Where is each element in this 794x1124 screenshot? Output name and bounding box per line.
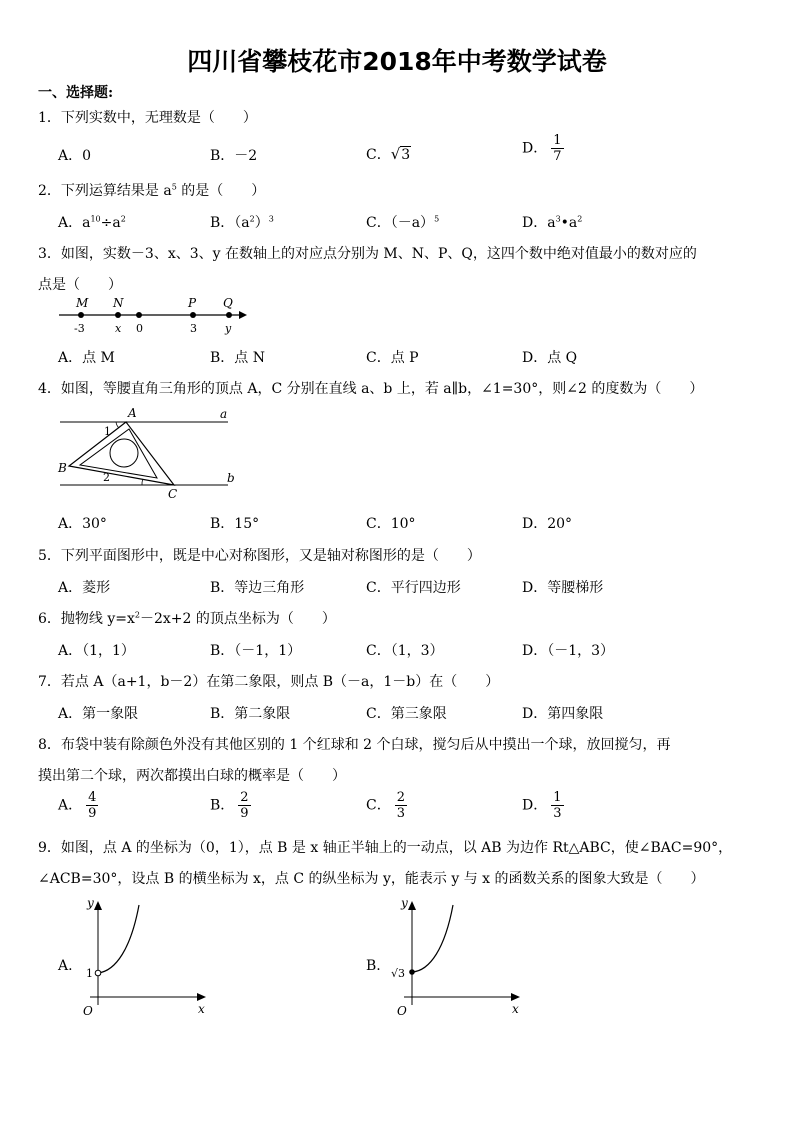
q2-d-sup2: 2 bbox=[577, 214, 583, 224]
q1-option-b: B．－2 bbox=[210, 148, 258, 164]
q3-stem-line1: 3．如图，实数－3、x、3、y 在数轴上的对应点分别为 M、N、P、Q，这四个数中绝对值最小的数对应的 bbox=[38, 246, 697, 262]
q8-option-d bbox=[522, 790, 564, 821]
graph-a-x-label: x bbox=[198, 1002, 205, 1016]
graph-b-intercept: √3 bbox=[391, 967, 406, 980]
q6-option-b: B．（－1，1） bbox=[210, 643, 302, 659]
q2-option-c bbox=[366, 212, 439, 232]
q2-d-pre: D．a bbox=[522, 215, 556, 231]
q2-a-pre: A．a bbox=[58, 215, 91, 231]
q8-c-den: 3 bbox=[396, 806, 405, 821]
label-n: N bbox=[113, 296, 124, 310]
tick-y: y bbox=[225, 322, 232, 335]
graph-b-solid-point bbox=[409, 969, 415, 975]
q2-d-sup1: 3 bbox=[555, 214, 561, 224]
q6-option-d: D．（－1，3） bbox=[522, 643, 615, 659]
graph-b-x-label: x bbox=[512, 1002, 519, 1016]
q2-b-pre: B．（a bbox=[210, 215, 250, 231]
q1-option-c-radicand: 3 bbox=[401, 147, 411, 163]
q1-stem: 1．下列实数中，无理数是（ ） bbox=[38, 110, 257, 126]
q4-option-d: D．20° bbox=[522, 516, 573, 532]
tick-3: 3 bbox=[190, 322, 197, 335]
graph-b-y-label: y bbox=[401, 896, 408, 910]
q5-option-b: B．等边三角形 bbox=[210, 580, 305, 596]
q8-option-b bbox=[210, 790, 251, 821]
q8-d-num: 1 bbox=[553, 790, 562, 805]
graph-a-curve bbox=[98, 905, 139, 973]
arrow-right-icon bbox=[239, 311, 247, 319]
q8-stem-line2: 摸出第二个球，两次都摸出白球的概率是（ ） bbox=[38, 768, 346, 784]
section-heading: 一、选择题: bbox=[38, 85, 114, 101]
point-p-dot bbox=[190, 312, 196, 318]
graph-b-curve bbox=[412, 905, 453, 972]
q3-option-b: B．点 N bbox=[210, 350, 265, 366]
q2-option-a bbox=[58, 212, 126, 232]
q8-b-den: 9 bbox=[240, 806, 249, 821]
q7-option-d: D．第四象限 bbox=[522, 706, 604, 722]
graph-a-open-point bbox=[95, 970, 101, 976]
fig-label-line-b: b bbox=[227, 471, 235, 485]
q9-graph-a bbox=[76, 893, 216, 1023]
fig-label-line-a: a bbox=[220, 407, 228, 421]
q3-stem-line2: 点是（ ） bbox=[38, 277, 122, 293]
graph-a-y-label: y bbox=[87, 896, 94, 910]
angle-1-arc bbox=[116, 422, 119, 428]
point-q-dot bbox=[226, 312, 232, 318]
q5-stem: 5．下列平面图形中，既是中心对称图形，又是轴对称图形的是（ ） bbox=[38, 548, 481, 564]
q8-a-num: 4 bbox=[88, 790, 97, 805]
q2-option-d bbox=[522, 212, 582, 232]
isosceles-right-triangle bbox=[69, 422, 174, 485]
q2-stem-sup: 5 bbox=[171, 182, 177, 192]
fig-label-a-vertex: A bbox=[128, 406, 137, 420]
q1-option-d-label: D． bbox=[522, 140, 548, 157]
triangle-figure bbox=[52, 402, 252, 502]
q3-option-d: D．点 Q bbox=[522, 350, 578, 366]
q6-stem-sup: 2 bbox=[134, 610, 140, 620]
q8-d-den: 3 bbox=[553, 806, 562, 821]
q2-b-sup2: 3 bbox=[268, 214, 274, 224]
q9-graph-b bbox=[390, 893, 530, 1023]
q8-b-fraction bbox=[238, 790, 250, 821]
q4-option-b: B．15° bbox=[210, 516, 260, 532]
q5-option-a: A．菱形 bbox=[58, 580, 111, 596]
arrow-up-icon bbox=[408, 901, 416, 910]
q8-option-a bbox=[58, 790, 98, 821]
q2-b-mid: ） bbox=[254, 215, 269, 231]
q2-stem-pre: 2．下列运算结果是 a bbox=[38, 183, 172, 199]
q1-option-c-label: C． bbox=[366, 147, 391, 163]
label-q: Q bbox=[223, 296, 233, 310]
triangle-hole-circle bbox=[110, 439, 138, 467]
tick-x: x bbox=[115, 322, 122, 335]
point-n-dot bbox=[115, 312, 121, 318]
q8-a-den: 9 bbox=[88, 806, 97, 821]
q1-option-c bbox=[366, 144, 411, 164]
fig-label-c-vertex: C bbox=[168, 487, 178, 501]
q3-option-c: C．点 P bbox=[366, 350, 419, 366]
point-m-dot bbox=[78, 312, 84, 318]
label-m: M bbox=[76, 296, 89, 310]
q1-option-d bbox=[522, 133, 564, 164]
radical-icon: √ bbox=[390, 145, 401, 163]
q8-stem-line1: 8．布袋中装有除颜色外没有其他区别的 1 个红球和 2 个白球，搅匀后从中摸出一个球，放回搅匀，再 bbox=[38, 737, 671, 753]
q2-d-mid: •a bbox=[560, 215, 578, 231]
tick-neg3: -3 bbox=[74, 322, 85, 335]
q9-stem-line2: ∠ACB=30°，设点 B 的横坐标为 x，点 C 的纵坐标为 y，能表示 y 与 x 的函数关系的图象大致是（ ） bbox=[38, 871, 705, 887]
arrow-up-icon bbox=[94, 901, 102, 910]
q7-option-b: B．第二象限 bbox=[210, 706, 291, 722]
q7-option-a: A．第一象限 bbox=[58, 706, 139, 722]
q3-option-a: A．点 M bbox=[58, 350, 115, 366]
graph-a-origin: O bbox=[83, 1004, 93, 1018]
origin-dot bbox=[136, 312, 142, 318]
q8-b-num: 2 bbox=[240, 790, 249, 805]
q5-option-c: C．平行四边形 bbox=[366, 580, 461, 596]
arrow-right-icon bbox=[511, 993, 520, 1001]
q8-a-fraction bbox=[86, 790, 98, 821]
page-title: 四川省攀枝花市2018年中考数学试卷 bbox=[187, 47, 607, 76]
q9-option-a-label: A. bbox=[58, 958, 73, 974]
q7-stem: 7．若点 A（a+1，b－2）在第二象限，则点 B（－a，1－b）在（ ） bbox=[38, 674, 500, 690]
q2-a-sup2: 2 bbox=[120, 214, 126, 224]
q8-b-label: B． bbox=[210, 797, 235, 814]
q8-c-num: 2 bbox=[396, 790, 405, 805]
q7-option-c: C．第三象限 bbox=[366, 706, 447, 722]
q1-option-d-fraction bbox=[551, 133, 563, 164]
q2-a-mid: ÷a bbox=[100, 215, 121, 231]
q8-c-fraction bbox=[395, 790, 407, 821]
q6-option-c: C．（1，3） bbox=[366, 643, 444, 659]
q9-option-b-label: B. bbox=[366, 958, 381, 974]
q2-option-b bbox=[210, 212, 274, 232]
q8-c-label: C． bbox=[366, 797, 391, 814]
graph-a-intercept: 1 bbox=[86, 967, 93, 980]
label-p: P bbox=[188, 296, 197, 310]
graph-b-origin: O bbox=[397, 1004, 407, 1018]
angle-2-arc bbox=[142, 479, 143, 485]
q9-stem-line1: 9．如图，点 A 的坐标为（0，1），点 B 是 x 轴正半轴上的一动点，以 AB 为边作 Rt△ABC，使∠BAC=90°， bbox=[38, 840, 733, 856]
fig-label-angle-1: 1 bbox=[104, 425, 111, 438]
q6-option-a: A．（1，1） bbox=[58, 643, 135, 659]
number-line-figure bbox=[55, 294, 255, 338]
fig-label-angle-2: 2 bbox=[103, 471, 110, 484]
q1-option-d-den: 7 bbox=[553, 149, 562, 164]
q6-stem bbox=[38, 608, 336, 628]
q4-option-c: C．10° bbox=[366, 516, 416, 532]
q8-option-c bbox=[366, 790, 407, 821]
fig-label-b-vertex: B bbox=[58, 461, 67, 475]
q4-option-a: A．30° bbox=[58, 516, 107, 532]
q2-stem bbox=[38, 180, 265, 200]
q6-stem-post: －2x+2 的顶点坐标为（ ） bbox=[140, 611, 336, 627]
q2-stem-post: 的是（ ） bbox=[176, 183, 266, 199]
q8-d-fraction bbox=[551, 790, 563, 821]
arrow-right-icon bbox=[197, 993, 206, 1001]
q5-option-d: D．等腰梯形 bbox=[522, 580, 604, 596]
q8-a-label: A． bbox=[58, 797, 83, 814]
q8-d-label: D． bbox=[522, 797, 548, 814]
q2-a-sup1: 10 bbox=[90, 214, 101, 224]
q1-option-d-num: 1 bbox=[553, 133, 562, 148]
q2-b-sup1: 2 bbox=[249, 214, 255, 224]
q1-option-a: A．0 bbox=[58, 148, 92, 164]
q2-c-pre: C．（－a） bbox=[366, 215, 435, 231]
q6-stem-pre: 6．抛物线 y=x bbox=[38, 611, 135, 627]
q2-c-sup: 5 bbox=[434, 214, 440, 224]
tick-0: 0 bbox=[136, 322, 143, 335]
q4-stem: 4．如图，等腰直角三角形的顶点 A，C 分别在直线 a、b 上，若 a∥b，∠1=30°，则∠2 的度数为（ ） bbox=[38, 381, 704, 397]
